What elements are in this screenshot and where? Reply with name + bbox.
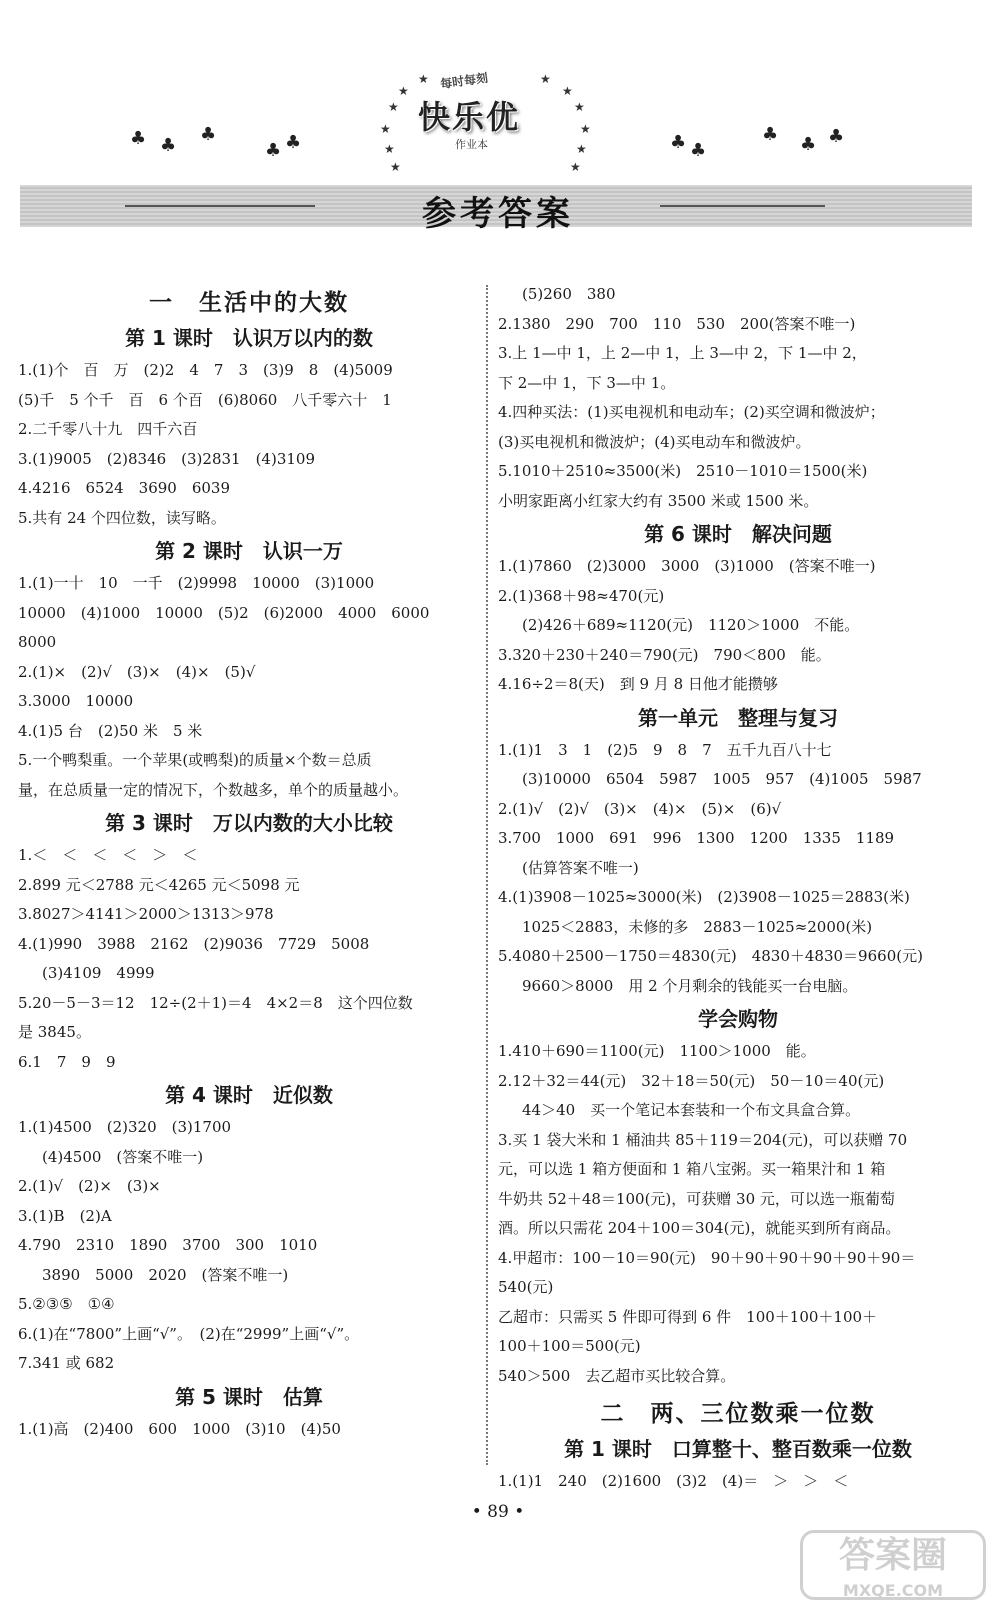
answer-line: 6.1 7 9 9 bbox=[18, 1052, 116, 1071]
answer-line: 1.(1)高 (2)400 600 1000 (3)10 (4)50 bbox=[18, 1419, 341, 1438]
answer-line: 2.(1)√ (2)√ (3)× (4)× (5)× (6)√ bbox=[498, 799, 782, 818]
answer-line: 3.(1)B (2)A bbox=[18, 1206, 112, 1225]
star-icon: ★ bbox=[390, 160, 401, 174]
star-icon: ★ bbox=[574, 100, 585, 114]
answer-line: 5.共有 24 个四位数，读写略。 bbox=[18, 508, 226, 527]
star-icon: ★ bbox=[384, 142, 395, 156]
lesson-heading: 第 1 课时 口算整十、整百数乘一位数 bbox=[564, 1437, 912, 1461]
logo-subtitle: 作业本 bbox=[455, 138, 488, 151]
answer-line: 5.20－5－3＝12 12÷(2＋1)＝4 4×2＝8 这个四位数 bbox=[18, 993, 413, 1012]
answer-line: 9660＞8000 用 2 个月剩余的钱能买一台电脑。 bbox=[522, 976, 858, 995]
clover-icon: ♣ bbox=[762, 124, 779, 145]
star-icon: ★ bbox=[562, 84, 573, 98]
answer-line: 44＞40 买一个笔记本套装和一个布文具盒合算。 bbox=[522, 1101, 861, 1119]
answer-line: 1.(1)个 百 万 (2)2 4 7 3 (3)9 8 (4)5009 bbox=[18, 361, 393, 379]
answer-line: 2.(1)368＋98≈470(元) bbox=[498, 586, 665, 605]
answer-line: 5.1010＋2510≈3500(米) 2510－1010＝1500(米) bbox=[498, 462, 868, 480]
answer-line: 1.(1)7860 (2)3000 3000 (3)1000 (答案不唯一) bbox=[498, 557, 876, 575]
page-title: 参考答案 bbox=[422, 194, 574, 234]
answer-line: 4.甲超市：100－10＝90(元) 90＋90＋90＋90＋90＋90＝ bbox=[498, 1248, 916, 1267]
logo-tagline: 每时每刻 bbox=[439, 70, 489, 92]
lesson-heading: 第一单元 整理与复习 bbox=[638, 705, 838, 730]
answer-line: 1025＜2883，未修的多 2883－1025≈2000(米) bbox=[522, 917, 873, 936]
answer-line: (5)千 5 个千 百 6 个百 (6)8060 八千零六十 1 bbox=[18, 390, 392, 409]
answer-line: (3)10000 6504 5987 1005 957 (4)1005 5987 bbox=[522, 770, 922, 788]
answer-line: 3.8027＞4141＞2000＞1313＞978 bbox=[18, 905, 274, 923]
lesson-heading: 第 4 课时 近似数 bbox=[165, 1083, 333, 1107]
star-icon: ★ bbox=[388, 100, 399, 114]
answer-line: 4.(1)3908－1025≈3000(米) (2)3908－1025＝2883(米) bbox=[498, 888, 910, 906]
answer-line: 4.4216 6524 3690 6039 bbox=[18, 479, 231, 497]
answer-line: (3)买电视机和微波炉；(4)买电动车和微波炉。 bbox=[498, 432, 811, 451]
lesson-heading: 第 3 课时 万以内数的大小比较 bbox=[105, 811, 393, 835]
answer-line: 4.16÷2＝8(天) 到 9 月 8 日他才能攒够 bbox=[498, 675, 778, 693]
answer-line: 3.(1)9005 (2)8346 (3)2831 (4)3109 bbox=[18, 449, 315, 468]
unit-heading: 一 生活中的大数 bbox=[149, 290, 349, 316]
answer-line: 3.上 1—中 1，上 2—中 1，上 3—中 2，下 1—中 2， bbox=[498, 344, 867, 362]
answer-line: 7.341 或 682 bbox=[18, 1354, 115, 1372]
answer-line: 540＞500 去乙超市买比较合算。 bbox=[498, 1366, 736, 1385]
answer-line: 10000 (4)1000 10000 (5)2 (6)2000 4000 6000 bbox=[18, 603, 430, 622]
answer-line: 乙超市：只需买 5 件即可得到 6 件 100＋100＋100＋ bbox=[498, 1307, 878, 1326]
logo: 快乐优 bbox=[418, 98, 521, 136]
clover-icon: ♣ bbox=[265, 140, 282, 161]
answer-line: 1.(1)1 240 (2)1600 (3)2 (4)＝ ＞ ＞ ＜ bbox=[498, 1472, 849, 1490]
answer-line: 2.899 元＜2788 元＜4265 元＜5098 元 bbox=[18, 875, 300, 894]
answer-line: 小明家距离小红家大约有 3500 米或 1500 米。 bbox=[498, 491, 819, 510]
answer-line: 3890 5000 2020 (答案不唯一) bbox=[42, 1265, 289, 1284]
column-divider bbox=[486, 285, 488, 1465]
answer-line: 3.3000 10000 bbox=[18, 692, 134, 710]
clover-icon: ♣ bbox=[160, 135, 177, 156]
clover-icon: ♣ bbox=[200, 124, 217, 145]
star-icon: ★ bbox=[398, 84, 409, 98]
clover-icon: ♣ bbox=[130, 128, 147, 149]
star-icon: ★ bbox=[380, 122, 391, 136]
answer-line: 3.320＋230＋240＝790(元) 790＜800 能。 bbox=[498, 645, 831, 664]
lesson-heading: 第 2 课时 认识一万 bbox=[155, 539, 343, 563]
answer-line: 5.②③⑤ ①④ bbox=[18, 1295, 115, 1313]
star-icon: ★ bbox=[580, 122, 591, 136]
answer-line: (3)4109 4999 bbox=[42, 964, 155, 982]
answer-line: 5.4080＋2500－1750＝4830(元) 4830＋4830＝9660(元) bbox=[498, 947, 923, 965]
answer-line: 3.买 1 袋大米和 1 桶油共 85＋119＝204(元)，可以获赠 70 bbox=[498, 1130, 908, 1149]
star-icon: ★ bbox=[576, 142, 587, 156]
lesson-heading: 学会购物 bbox=[698, 1007, 778, 1031]
answer-line: 是 3845。 bbox=[18, 1023, 91, 1041]
answer-line: 1.(1)4500 (2)320 (3)1700 bbox=[18, 1118, 232, 1136]
answer-line: 牛奶共 52＋48＝100(元)，可获赠 30 元，可以选一瓶葡萄 bbox=[498, 1189, 895, 1208]
answer-line: 3.700 1000 691 996 1300 1200 1335 1189 bbox=[498, 829, 895, 847]
clover-icon: ♣ bbox=[800, 134, 817, 155]
answer-line: (估算答案不唯一) bbox=[522, 858, 639, 877]
clover-icon: ♣ bbox=[285, 132, 302, 153]
answer-line: 4.(1)990 3988 2162 (2)9036 7729 5008 bbox=[18, 934, 370, 953]
answer-line: 2.(1)√ (2)× (3)× bbox=[18, 1177, 161, 1195]
answer-line: 元，可以选 1 箱方便面和 1 箱八宝粥。买一箱果汁和 1 箱 bbox=[498, 1160, 886, 1178]
star-icon: ★ bbox=[570, 160, 581, 174]
page-number: • 89 • bbox=[471, 1502, 525, 1522]
answer-line: 4.(1)5 台 (2)50 米 5 米 bbox=[18, 721, 203, 740]
answer-line: 4.四种买法：(1)买电视机和电动车；(2)买空调和微波炉； bbox=[498, 403, 885, 421]
watermark-url: MXQE.COM bbox=[842, 1581, 944, 1600]
lesson-heading: 第 1 课时 认识万以内的数 bbox=[125, 326, 373, 350]
lesson-heading: 第 6 课时 解决问题 bbox=[644, 522, 832, 546]
watermark-logo bbox=[800, 1530, 986, 1600]
answer-line: 6.(1)在“7800”上画“√”。 (2)在“2999”上画“√”。 bbox=[18, 1324, 360, 1343]
answer-line: (5)260 380 bbox=[522, 285, 616, 303]
answer-line: 100＋100＝500(元) bbox=[498, 1337, 641, 1355]
star-icon: ★ bbox=[540, 72, 551, 86]
answer-line: 1.＜ ＜ ＜ ＜ ＞ ＜ bbox=[18, 846, 198, 864]
answer-line: 1.(1)一十 10 一千 (2)9998 10000 (3)1000 bbox=[18, 574, 375, 592]
answer-line: 2.1380 290 700 110 530 200(答案不唯一) bbox=[498, 314, 856, 333]
answer-line: 下 2—中 1，下 3—中 1。 bbox=[498, 373, 676, 392]
right-column bbox=[498, 280, 978, 1497]
watermark-text: 答案圈 bbox=[838, 1535, 947, 1576]
answer-line: 2.(1)× (2)√ (3)× (4)× (5)√ bbox=[18, 662, 256, 681]
answer-line: 酒。所以只需花 204＋100＝304(元)，就能买到所有商品。 bbox=[498, 1219, 901, 1237]
clover-icon: ♣ bbox=[828, 126, 845, 147]
lesson-heading: 第 5 课时 估算 bbox=[175, 1384, 323, 1409]
clover-icon: ♣ bbox=[690, 140, 707, 161]
unit-heading: 二 两、三位数乘一位数 bbox=[600, 1401, 876, 1427]
left-column bbox=[18, 280, 480, 1444]
clover-icon: ♣ bbox=[670, 132, 687, 153]
answer-line: 540(元) bbox=[498, 1278, 554, 1296]
answer-line: 2.二千零八十九 四千六百 bbox=[18, 420, 198, 438]
answer-line: 1.410＋690＝1100(元) 1100＞1000 能。 bbox=[498, 1042, 816, 1060]
answer-line: 量，在总质量一定的情况下，个数越多，单个的质量越小。 bbox=[18, 780, 409, 799]
answer-line: 4.790 2310 1890 3700 300 1010 bbox=[18, 1236, 318, 1254]
star-icon: ★ bbox=[418, 72, 429, 86]
answer-line: 2.12＋32＝44(元) 32＋18＝50(元) 50－10＝40(元) bbox=[498, 1071, 885, 1090]
answer-line: 1.(1)1 3 1 (2)5 9 8 7 五千九百八十七 bbox=[498, 740, 832, 759]
answer-line: 8000 bbox=[18, 633, 57, 651]
answer-line: (4)4500 (答案不唯一) bbox=[42, 1147, 204, 1166]
answer-line: (2)426＋689≈1120(元) 1120＞1000 不能。 bbox=[522, 616, 860, 634]
answer-line: 5.一个鸭梨重。一个苹果(或鸭梨)的质量×个数＝总质 bbox=[18, 751, 372, 769]
